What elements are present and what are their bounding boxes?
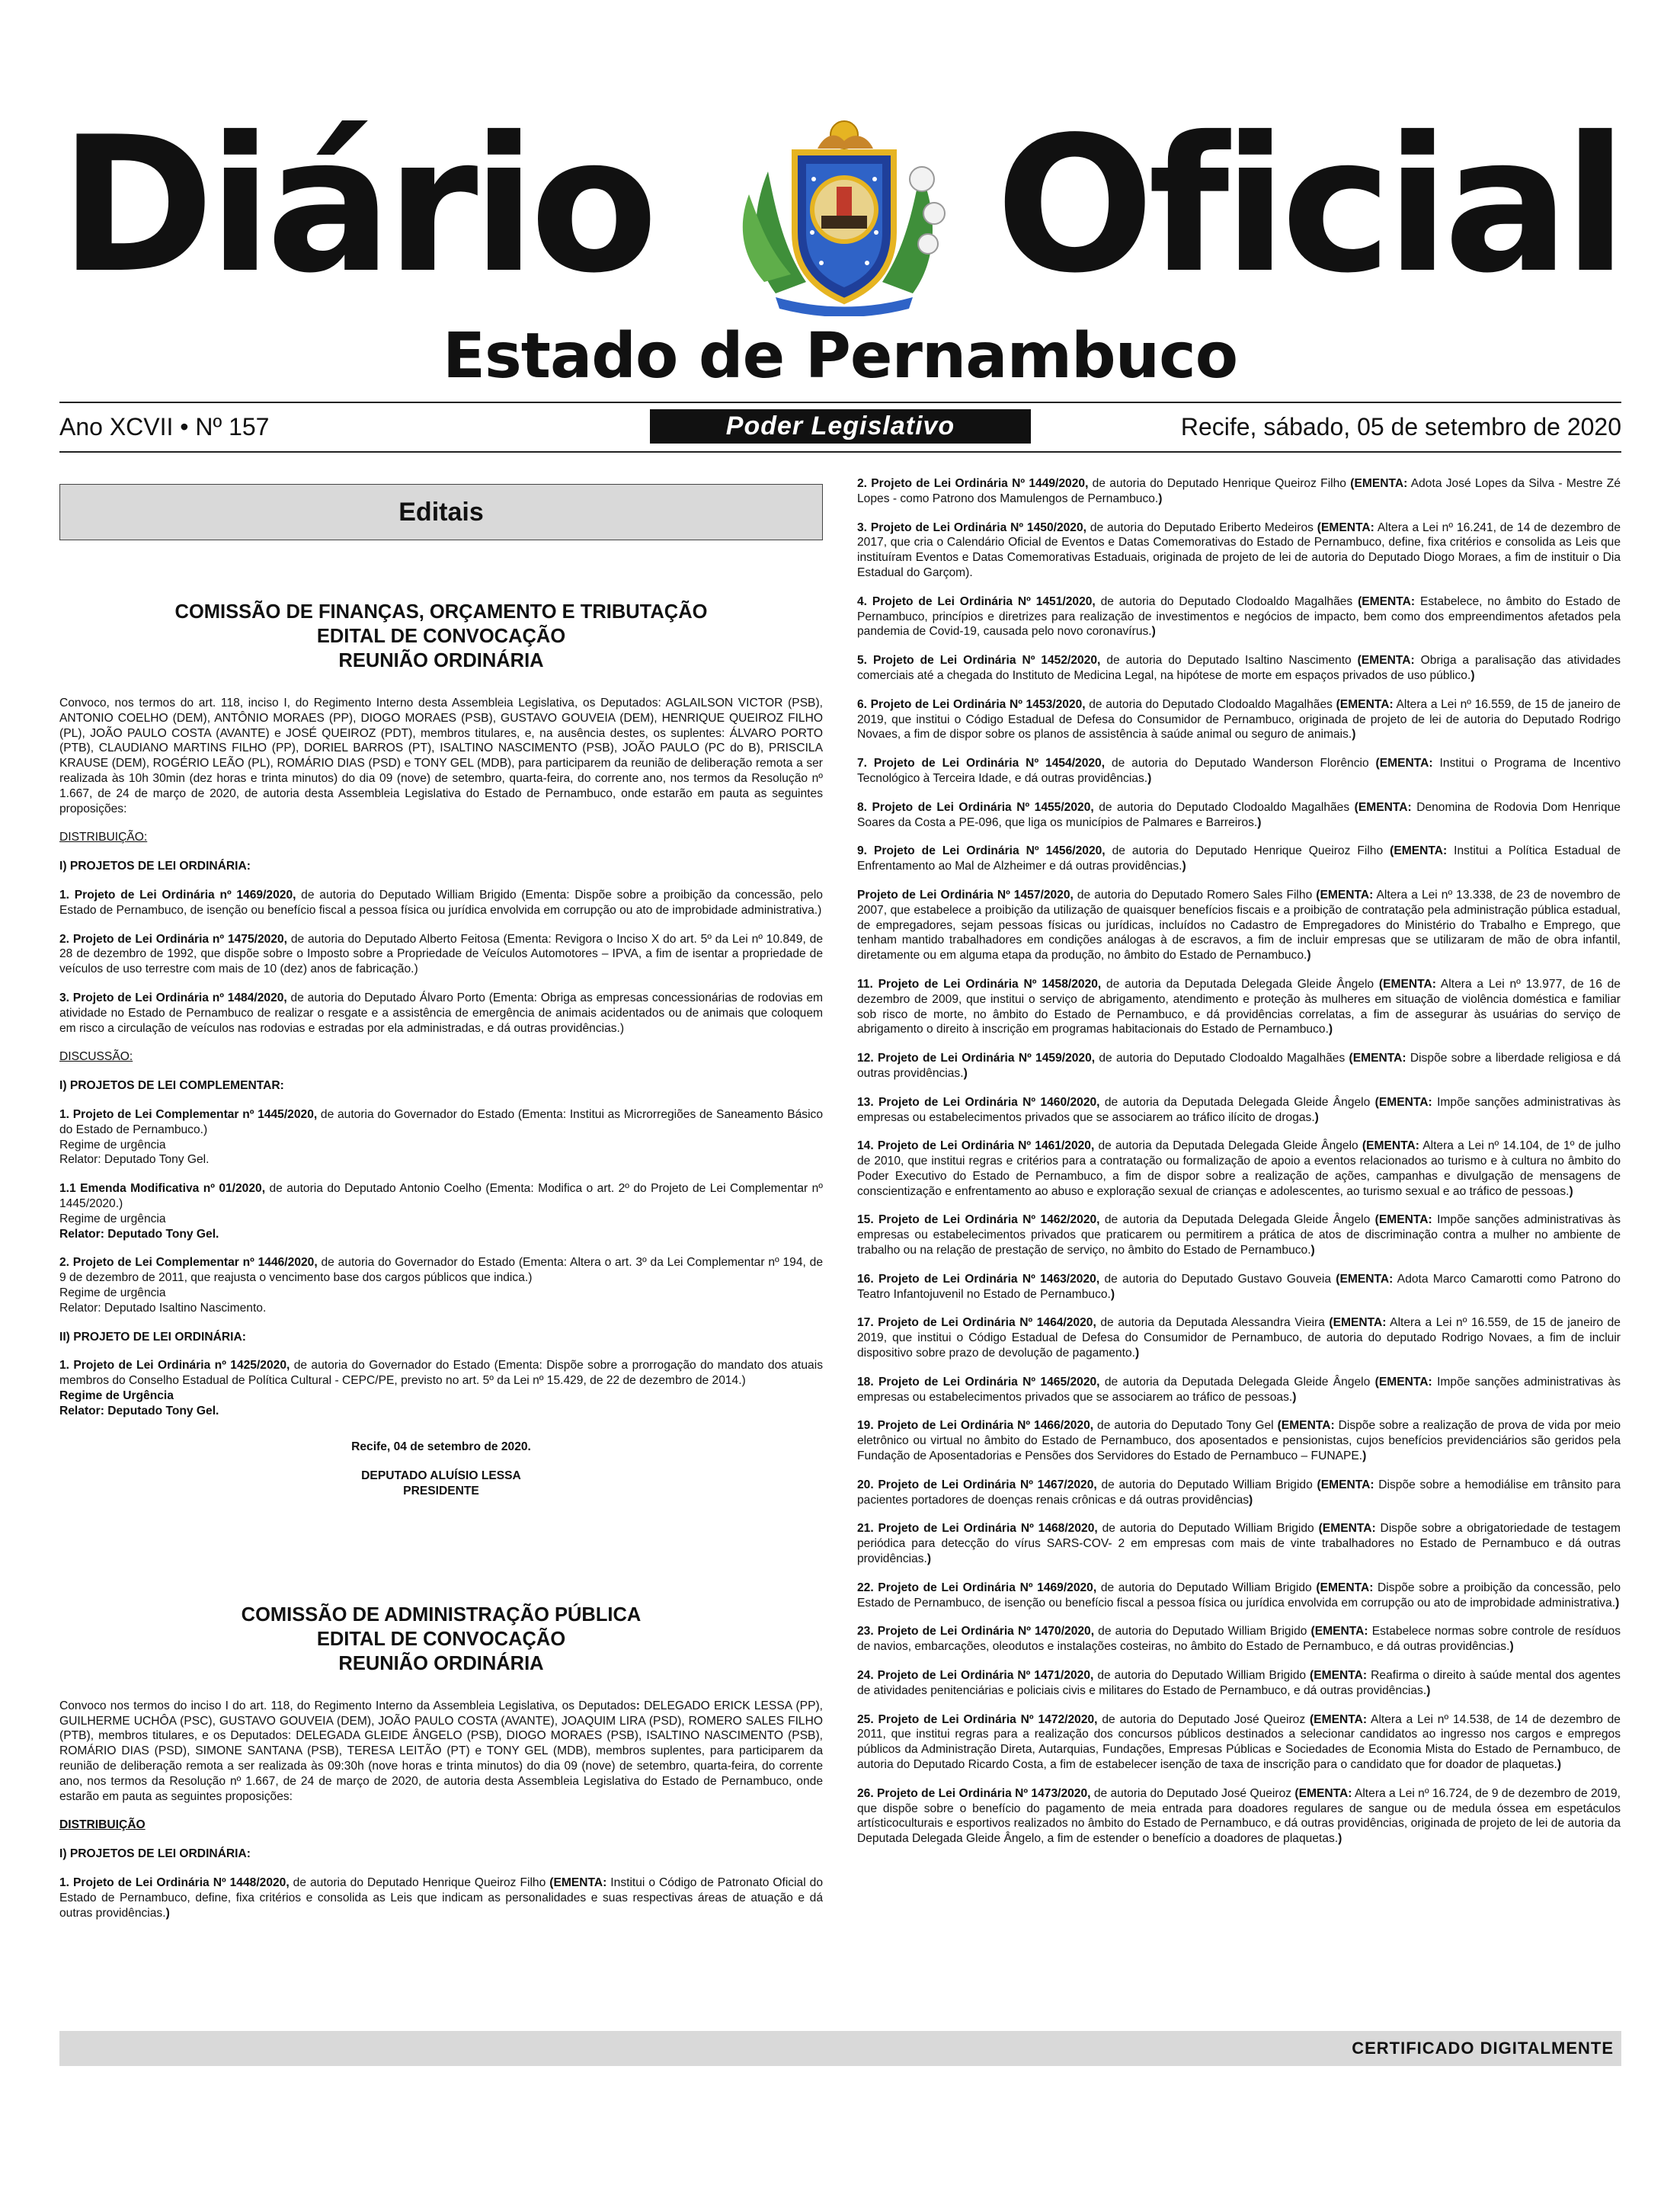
bill-item: 6. Projeto de Lei Ordinária Nº 1453/2020, de autoria do Deputado Clodoaldo Magalhães (EMENTA: Altera a Lei nº 16.559, de 15 de janeiro de 2019, que institui o Código Estadual de Defesa do Consumidor de Pernambuco, originada de projeto de lei de autoria do Deputado Rodrigo Novaes, a fim de dispor sobre os planos de assistência à saúde animal ou seguro de animais.) xyxy=(857,697,1621,742)
pernambuco-coat-of-arms-icon xyxy=(722,118,966,316)
right-column xyxy=(857,476,1621,1860)
commission-1-edital: EDITAL DE CONVOCAÇÃO xyxy=(316,626,566,647)
commission-2-edital: EDITAL DE CONVOCAÇÃO xyxy=(316,1628,566,1650)
issue-info-row xyxy=(59,408,1621,446)
bill-item: 17. Projeto de Lei Ordinária Nº 1464/2020, de autoria da Deputada Alessandra Vieira (EMENTA: Altera a Lei nº 16.559, de 15 de janeiro de 2019, que institui o Código Estadual de Defesa do Consumidor de Pernambuco, de autoria do deputado Rodrigo Novaes, a fim de incluir dispositivo sobre prazo de devolução de pagamento.) xyxy=(857,1316,1621,1360)
bill-item: 3. Projeto de Lei Ordinária Nº 1450/2020, de autoria do Deputado Eriberto Medeiros (EMENTA: Altera a Lei nº 16.241, de 14 de dezembro de 2017, que cria o Calendário Oficial de Eventos e Datas Comemorativas do Estado de Pernambuco, define, fixa critérios e consolida as Leis que instituíram Eventos e Datas Comemorativas Estaduais, originada de projeto de lei de autoria do Deputado Diogo Moraes, a fim de instituir o Dia Estadual do Garçom). xyxy=(857,521,1621,579)
branch-badge: Poder Legislativo xyxy=(650,409,1031,444)
left-column xyxy=(59,476,823,1934)
footer-bar xyxy=(59,2031,1621,2066)
bill-item: 20. Projeto de Lei Ordinária Nº 1467/2020, de autoria do Deputado William Brigido (EMENTA: Dispõe sobre a hemodiálise em trânsito para pacientes portadores de doenças renais crônicas e dá outras providências) xyxy=(857,1478,1621,1507)
pl-complementar-header: I) PROJETOS DE LEI COMPLEMENTAR: xyxy=(59,1079,284,1093)
bill-item: 5. Projeto de Lei Ordinária Nº 1452/2020, de autoria do Deputado Isaltino Nascimento (EMENTA: Obriga a paralisação das atividades comerciais até a chegada do Instituto de Medicina Legal, na hipótese de morte em espaços privados de uso público.) xyxy=(857,654,1621,682)
bill-item: 4. Projeto de Lei Ordinária Nº 1451/2020, de autoria do Deputado Clodoaldo Magalhães (EMENTA: Estabelece, no âmbito do Estado de Pernambuco, princípios e diretrizes para realização de investimentos e negócios de impacto, bem como dos empreendimentos afetados pela pandemia de Covid-19, causada pelo novo coronavírus.) xyxy=(857,594,1621,639)
distribuicao-label: DISTRIBUIÇÃO: xyxy=(59,831,148,844)
c1-item-2: 2. Projeto de Lei Ordinária nº 1475/2020, de autoria do Deputado Alberto Feitosa (Ementa: Revigora o Inciso X do art. 5º da Lei nº 10.849, de 28 de dezembro de 1992, que dispõe sobre o Imposto sobre a Propriedade de Veículos Automotores – IPVA, a fim de isentar a propriedade de veículos de uso terrestre com mais de 10 (dez) anos de fabricação.) xyxy=(59,932,823,976)
bill-item: 9. Projeto de Lei Ordinária Nº 1456/2020, de autoria do Deputado Henrique Queiroz Filho (EMENTA: Institui a Política Estadual de Enfrentamento ao Mal de Alzheimer e dá outras providências.) xyxy=(857,844,1621,873)
c1-place-date: Recife, 04 de setembro de 2020. xyxy=(351,1440,531,1454)
discussao-label: DISCUSSÃO: xyxy=(59,1050,133,1064)
bill-item: 26. Projeto de Lei Ordinária Nº 1473/2020, de autoria do Deputado José Queiroz (EMENTA: Altera a Lei nº 16.724, de 9 de dezembro de 2019, que dispõe sobre o benefício do pagamento de meia entrada para doadores regulares de sangue ou de medula óssea em espetáculos artísticoculturais e esportivos realizados no âmbito do Estado de Pernambuco, e dá outras providências, originada de projeto de lei de autoria da Deputada Delegada Gleide Ângelo, a fim de estender o benefício a doadores de plaquetas.) xyxy=(857,1786,1621,1846)
commission-1-meeting: REUNIÃO ORDINÁRIA xyxy=(338,650,544,671)
masthead xyxy=(59,91,1621,324)
c1-emenda-1-1: 1.1 Emenda Modificativa nº 01/2020, de autoria do Deputado Antonio Coelho (Ementa: Modifica o art. 2º do Projeto de Lei Complementar nº 1445/2020.) Regime de urgência Relator: Deputado Tony Gel. xyxy=(59,1182,823,1241)
section-header-editais: Editais xyxy=(59,484,823,540)
bill-item: 14. Projeto de Lei Ordinária Nº 1461/2020, de autoria da Deputada Delegada Gleide Ângelo (EMENTA: Altera a Lei nº 14.104, de 1º de julho de 2010, que institui regras e critérios para a contratação ou formalização de apoio a eventos relacionados ao turismo e à cultura no âmbito do Poder Executivo do Estado de Pernambuco, a fim de dispor sobre a realização de ações, campanhas e divulgação de mensagens de conscientização e enfrentamento ao abuso e exploração sexual de crianças e adolescentes, ao turismo sexual e ao tráfico de pessoas.) xyxy=(857,1139,1621,1198)
issue-date: Recife, sábado, 05 de setembro de 2020 xyxy=(1180,413,1621,440)
c1-complementar-2: 2. Projeto de Lei Complementar nº 1446/2020, de autoria do Governador do Estado (Ementa: Altera o art. 3º da Lei Complementar nº 194, de 9 de dezembro de 2011, que reajusta o vencimento base dos cargos públicos que indica.) Regime de urgência Relator: Deputado Isaltino Nascimento. xyxy=(59,1256,823,1315)
commission-1-intro: Convoco, nos termos do art. 118, inciso I, do Regimento Interno desta Assembleia Legislativa, os Deputados: AGLAILSON VICTOR (PSB), ANTONIO COELHO (DEM), ANTÔNIO MORAES (PP), DIOGO MORAES (PSB), GUSTAVO GOUVEIA (DEM), HENRIQUE QUEIROZ FILHO (PL), JOÃO PAULO COSTA (AVANTE) e JOSÉ QUEIROZ (PDT), membros titulares, e, na ausência destes, os suplentes: ÁLVARO PORTO (PTB), CLAUDIANO MARTINS FILHO (PP), DORIEL BARROS (PT), ISALTINO NASCIMENTO (PSB), JOÃO PAULO (PC do B), PRISCILA KRAUSE (DEM), ROGÉRIO LEÃO (PL), ROMÁRIO DIAS (PSD) e TONY GEL (MDB), para participarem da reunião de deliberação remota a ser realizada às 10h 30min (dez horas e trinta minutos) do dia 09 (nove) de setembro, quarta-feira, do corrente ano, nos termos da Resolução nº 1.667, de 24 de março de 2020, de autoria desta Assembleia Legislativa do Estado de Pernambuco, onde estarão em pauta as seguintes proposições: xyxy=(59,697,823,815)
bill-item: 24. Projeto de Lei Ordinária Nº 1471/2020, de autoria do Deputado William Brigido (EMENTA: Reafirma o direito à saúde mental dos agentes de atividades penitenciárias e policiais civis e militares do Estado de Pernambuco, e dá outras providências.) xyxy=(857,1669,1621,1697)
commission-2-name: COMISSÃO DE ADMINISTRAÇÃO PÚBLICA xyxy=(241,1603,642,1626)
c2-item-1: 1. Projeto de Lei Ordinária Nº 1448/2020, de autoria do Deputado Henrique Queiroz Filho (EMENTA: Institui o Código de Patronato Oficial do Estado de Pernambuco, define, fixa critérios e consolida as Leis que indicam as personalidades e suas respectivas áreas de atuação e dá outras providências.) xyxy=(59,1876,824,1920)
issue-divider xyxy=(59,451,1621,453)
c1-complementar-1: 1. Projeto de Lei Complementar nº 1445/2020, de autoria do Governador do Estado (Ementa: Institui as Microrregiões de Saneamento Básico do Estado de Pernambuco.) Regime de urgência Relator: Deputado Tony Gel. xyxy=(59,1107,824,1167)
bill-item: 11. Projeto de Lei Ordinária Nº 1458/2020, de autoria da Deputada Delegada Gleide Ângelo (EMENTA: Altera a Lei nº 13.977, de 16 de dezembro de 2009, que institui o serviço de abrigamento, atendimento e proteção às mulheres em situação de violência doméstica e familiar sob risco de morte, no âmbito do Estado de Pernambuco, e dá providências correlatas, a fim de assegurar às usuárias do serviço de abrigamento o direito à inscrição em programas habitacionais do Estado de Pernambuco.) xyxy=(857,977,1621,1036)
issue-number: Ano XCVII • Nº 157 xyxy=(59,413,270,440)
bill-item: 2. Projeto de Lei Ordinária Nº 1449/2020, de autoria do Deputado Henrique Queiroz Filho (EMENTA: Adota José Lopes da Silva - Mestre Zé Lopes - como Patrono dos Mamulengos de Pernambuco.) xyxy=(857,477,1621,505)
commission-1-name: COMISSÃO DE FINANÇAS, ORÇAMENTO E TRIBUTAÇÃO xyxy=(174,601,708,623)
masthead-title-left: Diário xyxy=(59,97,652,314)
bill-item: 19. Projeto de Lei Ordinária Nº 1466/2020, de autoria do Deputado Tony Gel (EMENTA: Dispõe sobre a realização de prova de vida por meio eletrônico ou virtual no âmbito do Estado de Pernambuco, dos aposentados e pensionistas, cujos benefícios previdenciários são geridos pela Fundação de Aposentadorias e Pensões dos Servidores do Estado de Pernambuco – FUNAPE.) xyxy=(857,1419,1621,1463)
commission-2-intro: Convoco nos termos do inciso I do art. 118, do Regimento Interno da Assembleia Legislativa, os Deputados: DELEGADO ERICK LESSA (PP), GUILHERME UCHÔA (PSC), GUSTAVO GOUVEIA (DEM), JOÃO PAULO COSTA (AVANTE), JOAQUIM LIRA (PSD), ROMERO SALES FILHO (PTB), membros titulares, e os Deputados: DELEGADA GLEIDE ÂNGELO (PSB), DIOGO MORAES (PSB), ISALTINO NASCIMENTO (PSB), ROMÁRIO DIAS (PSD), SIMONE SANTANA (PSB), TERESA LEITÃO (PT) e TONY GEL (MDB), membros suplentes, para participarem da reunião de deliberação remota a ser realizada às 09:30h (nove horas e trinta minutos) do dia 09 (nove) de setembro, quarta-feira, do corrente ano, nos termos da Resolução nº 1.667, de 24 de março de 2020, de autoria desta Assembleia Legislativa do Estado de Pernambuco, onde estarão em pauta as seguintes proposições: xyxy=(59,1699,823,1803)
bill-item: 23. Projeto de Lei Ordinária Nº 1470/2020, de autoria do Deputado William Brigido (EMENTA: Estabelece normas sobre controle de resíduos de navios, embarcações, oleodutos e instalações costeiras, no âmbito do Estado de Pernambuco, e dá outras providências.) xyxy=(857,1625,1621,1654)
bill-item: 8. Projeto de Lei Ordinária Nº 1455/2020, de autoria do Deputado Clodoaldo Magalhães (EMENTA: Denomina de Rodovia Dom Henrique Soares da Costa a PE-096, que liga os municípios de Palmares e Barreiros.) xyxy=(857,800,1621,829)
pl-ordinaria-ii-header: II) PROJETO DE LEI ORDINÁRIA: xyxy=(59,1330,246,1344)
bill-item: 22. Projeto de Lei Ordinária Nº 1469/2020, de autoria do Deputado William Brigido (EMENTA: Dispõe sobre a proibição da concessão, pelo Estado de Pernambuco, de isenção ou benefício fiscal a pessoa física ou jurídica envolvida em corrupção ou ato de improbidade administrativa.) xyxy=(857,1581,1621,1610)
bill-item: 16. Projeto de Lei Ordinária Nº 1463/2020, de autoria do Deputado Gustavo Gouveia (EMENTA: Adota Marco Camarotti como Patrono do Teatro Infantojuvenil no Estado de Pernambuco.) xyxy=(857,1272,1621,1301)
masthead-subtitle: Estado de Pernambuco xyxy=(442,320,1238,392)
bill-item: 13. Projeto de Lei Ordinária Nº 1460/2020, de autoria da Deputada Delegada Gleide Ângelo (EMENTA: Impõe sanções administrativas às empresas ou estabelecimentos privados que se associarem ao tráfico ilícito de drogas.) xyxy=(857,1095,1621,1124)
bill-item: Projeto de Lei Ordinária Nº 1457/2020, de autoria do Deputado Romero Sales Filho (EMENTA: Altera a Lei nº 13.338, de 23 de novembro de 2007, que estabelece a proibição da utilização de quaisquer benefícios fiscais e a proibição de contratação pela administração pública estadual, de empregadores, sejam pessoas físicas ou jurídicas, incluídos no Cadastro de Empregadores do Ministério do Trabalho e Emprego, que tenham mantido trabalhadores em condições análogas à de escravos, a fim de incluir empresas que se utilizaram de mão de obra infantil, diretamente ou em alguma etapa da produção, no âmbito do Estado de Pernambuco.) xyxy=(857,888,1621,963)
bill-item: 25. Projeto de Lei Ordinária Nº 1472/2020, de autoria do Deputado José Queiroz (EMENTA: Altera a Lei nº 14.538, de 14 de dezembro de 2011, que institui regras para a realização dos concursos públicos destinados a selecionar candidatos ao ingresso nos cargos e empregos públicos da Administração Direta, Autarquias, Fundações, Empresas Públicas e Sociedades de Economia Mista do Estado de Pernambuco, de autoria do Deputado Ricardo Costa, a fim de estabelecer isenção de taxa de inscrição para o candidato que for doador de plaquetas.) xyxy=(857,1712,1621,1771)
pl-ordinaria-header: I) PROJETOS DE LEI ORDINÁRIA: xyxy=(59,860,251,873)
bill-item: 21. Projeto de Lei Ordinária Nº 1468/2020, de autoria do Deputado William Brigido (EMENTA: Dispõe sobre a obrigatoriedade de testagem periódica para detecção do vírus SARS-COV- 2 em empresas com mais de vinte trabalhadores no Estado de Pernambuco e dá outras providências.) xyxy=(857,1522,1621,1566)
bill-item: 15. Projeto de Lei Ordinária Nº 1462/2020, de autoria da Deputada Delegada Gleide Ângelo (EMENTA: Impõe sanções administrativas às empresas ou estabelecimentos privados que praticarem ou permitirem a prática de atos de discriminação contra a mulher no ambiente de trabalho ou na relação de prestação de serviço, no âmbito do Estado de Pernambuco.) xyxy=(857,1213,1621,1257)
certified-label: CERTIFICADO DIGITALMENTE xyxy=(1352,2039,1614,2058)
commission-1-title xyxy=(59,600,823,673)
distribuicao-label-2: DISTRIBUIÇÃO xyxy=(59,1818,146,1832)
c1-item-3: 3. Projeto de Lei Ordinária nº 1484/2020, de autoria do Deputado Álvaro Porto (Ementa: Obriga as empresas concessionárias de rodovias em atividade no Estado de Pernambuco de realizar o resgate e a assistência de emergência de animais acidentados ou de animais que coloquem em risco a circulação de veículos nas rodovias e estradas por ela administradas, e dá outras providências.) xyxy=(59,991,823,1035)
commission-2-meeting: REUNIÃO ORDINÁRIA xyxy=(338,1652,544,1674)
pl-ordinaria-header-2: I) PROJETOS DE LEI ORDINÁRIA: xyxy=(59,1847,251,1861)
commission-2-title xyxy=(59,1603,823,1676)
bill-item: 7. Projeto de Lei Ordinária Nº 1454/2020, de autoria do Deputado Wanderson Florêncio (EMENTA: Institui o Programa de Incentivo Tecnológico à Terceira Idade, e dá outras providências.) xyxy=(857,757,1621,785)
masthead-title-right: Oficial xyxy=(995,97,1621,314)
c1-ordinaria-1425: 1. Projeto de Lei Ordinária nº 1425/2020, de autoria do Governador do Estado (Ementa: Dispõe sobre a prorrogação do mandato dos atuais membros do Conselho Estadual de Política Cultural - CEPC/PE, previsto no art. 5º da Lei nº 15.429, de 22 de dezembro de 2014.) Regime de Urgência Relator: Deputado Tony Gel. xyxy=(59,1359,823,1417)
c1-signature: DEPUTADO ALUÍSIO LESSA PRESIDENTE xyxy=(361,1469,521,1498)
bill-item: 12. Projeto de Lei Ordinária Nº 1459/2020, de autoria do Deputado Clodoaldo Magalhães (EMENTA: Dispõe sobre a liberdade religiosa e dá outras providências.) xyxy=(857,1052,1621,1080)
masthead-divider xyxy=(59,402,1621,403)
c1-item-1: 1. Projeto de Lei Ordinária nº 1469/2020, de autoria do Deputado William Brigido (Ementa: Dispõe sobre a proibição da concessão, pelo Estado de Pernambuco, de isenção ou benefício fiscal a pessoa física ou jurídica envolvida em corrupção ou ato de improbidade administrativa.) xyxy=(59,888,823,917)
bill-item: 18. Projeto de Lei Ordinária Nº 1465/2020, de autoria da Deputada Delegada Gleide Ângelo (EMENTA: Impõe sanções administrativas às empresas ou estabelecimentos privados que se associarem ao tráfico de pessoas.) xyxy=(857,1375,1621,1404)
